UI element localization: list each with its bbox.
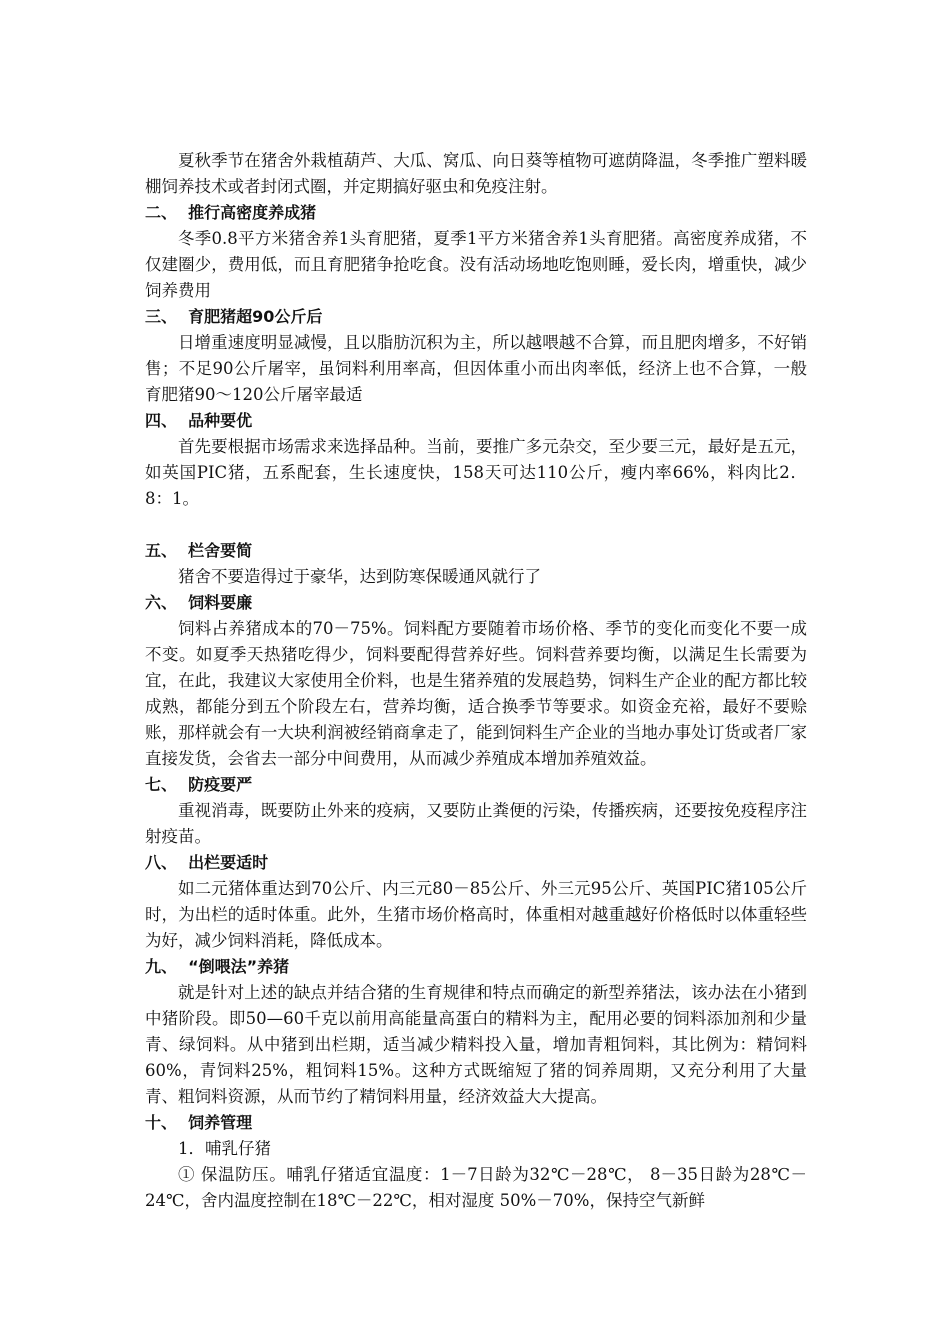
paragraph-spacer (145, 512, 807, 538)
section-heading: 四、 品种要优 (145, 411, 253, 430)
section-heading: 七、 防疫要严 (145, 775, 253, 794)
section-heading: 二、 推行高密度养成猪 (145, 203, 317, 222)
body-paragraph: 猪舍不要造得过于豪华，达到防寒保暖通风就行了 (178, 567, 541, 586)
body-paragraph: 重视消毒，既要防止外来的疫病，又要防止粪便的污染，传播疾病，还要按免疫程序注射疫苗。 (145, 801, 807, 846)
body-paragraph: 夏秋季节在猪舍外栽植葫芦、大瓜、窝瓜、向日葵等植物可遮荫降温，冬季推广塑料暖棚饲养技术或者封闭式圈，并定期搞好驱虫和免疫注射。 (145, 151, 807, 196)
section-heading: 三、 育肥猪超90公斤后 (145, 307, 323, 326)
body-paragraph: ① 保温防压。哺乳仔猪适宜温度：1－7日龄为32℃－28℃， 8－35日龄为28℃－24℃，舍内温度控制在18℃－22℃，相对湿度 50%－70%，保持空气新鲜 (145, 1165, 807, 1210)
body-paragraph: 日增重速度明显减慢，且以脂肪沉积为主，所以越喂越不合算，而且肥肉增多，不好销售；不足90公斤屠宰，虽饲料利用率高，但因体重小而出肉率低，经济上也不合算，一般育肥猪90～120公斤屠宰最适 (145, 333, 807, 404)
section-heading: 六、 饲料要廉 (145, 593, 253, 612)
body-paragraph: 冬季0.8平方米猪舍养1头育肥猪，夏季1平方米猪舍养1头育肥猪。高密度养成猪，不仅建圈少，费用低，而且育肥猪争抢吃食。没有活动场地吃饱则睡，爱长肉，增重快，减少饲养费用 (145, 229, 807, 300)
body-paragraph: 如二元猪体重达到70公斤、内三元80－85公斤、外三元95公斤、英国PIC猪105公斤时，为出栏的适时体重。此外，生猪市场价格高时，体重相对越重越好价格低时以体重轻些为好，减少饲料消耗，降低成本。 (145, 879, 807, 950)
body-paragraph: 就是针对上述的缺点并结合猪的生育规律和特点而确定的新型养猪法，该办法在小猪到中猪阶段。即50—60千克以前用高能量高蛋白的精料为主，配用必要的饲料添加剂和少量青、绿饲料。从中猪到出栏期，适当减少精料投入量，增加青粗饲料，其比例为：精饲料60%，青饲料25%，粗饲料15%。这种方式既缩短了猪的饲养周期，又充分利用了大量青、粗饲料资源，从而节约了精饲料用量，经济效益大大提高。 (145, 983, 807, 1106)
body-paragraph: 首先要根据市场需求来选择品种。当前，要推广多元杂交，至少要三元，最好是五元，如英国PIC猪，五系配套，生长速度快，158天可达110公斤，瘦内率66%，料肉比2．8：1。 (145, 437, 807, 508)
section-heading: 八、 出栏要适时 (145, 853, 269, 872)
section-heading: 九、 “倒喂法”养猪 (145, 957, 290, 976)
section-heading: 五、 栏舍要简 (145, 541, 253, 560)
document-body (145, 148, 807, 1214)
body-paragraph: 饲料占养猪成本的70－75%。饲料配方要随着市场价格、季节的变化而变化不要一成不变。如夏季天热猪吃得少，饲料要配得营养好些。饲料营养要均衡，以满足生长需要为宜，在此，我建议大家使用全价料，也是生猪养殖的发展趋势，饲料生产企业的配方都比较成熟，都能分到五个阶段左右，营养均衡，适合换季节等要求。如资金充裕，最好不要赊账，那样就会有一大块利润被经销商拿走了，能到饲料生产企业的当地办事处订货或者厂家直接发货，会省去一部分中间费用，从而减少养殖成本增加养殖效益。 (145, 619, 807, 768)
section-heading: 十、 饲养管理 (145, 1113, 253, 1132)
body-paragraph: 1．哺乳仔猪 (178, 1139, 271, 1158)
